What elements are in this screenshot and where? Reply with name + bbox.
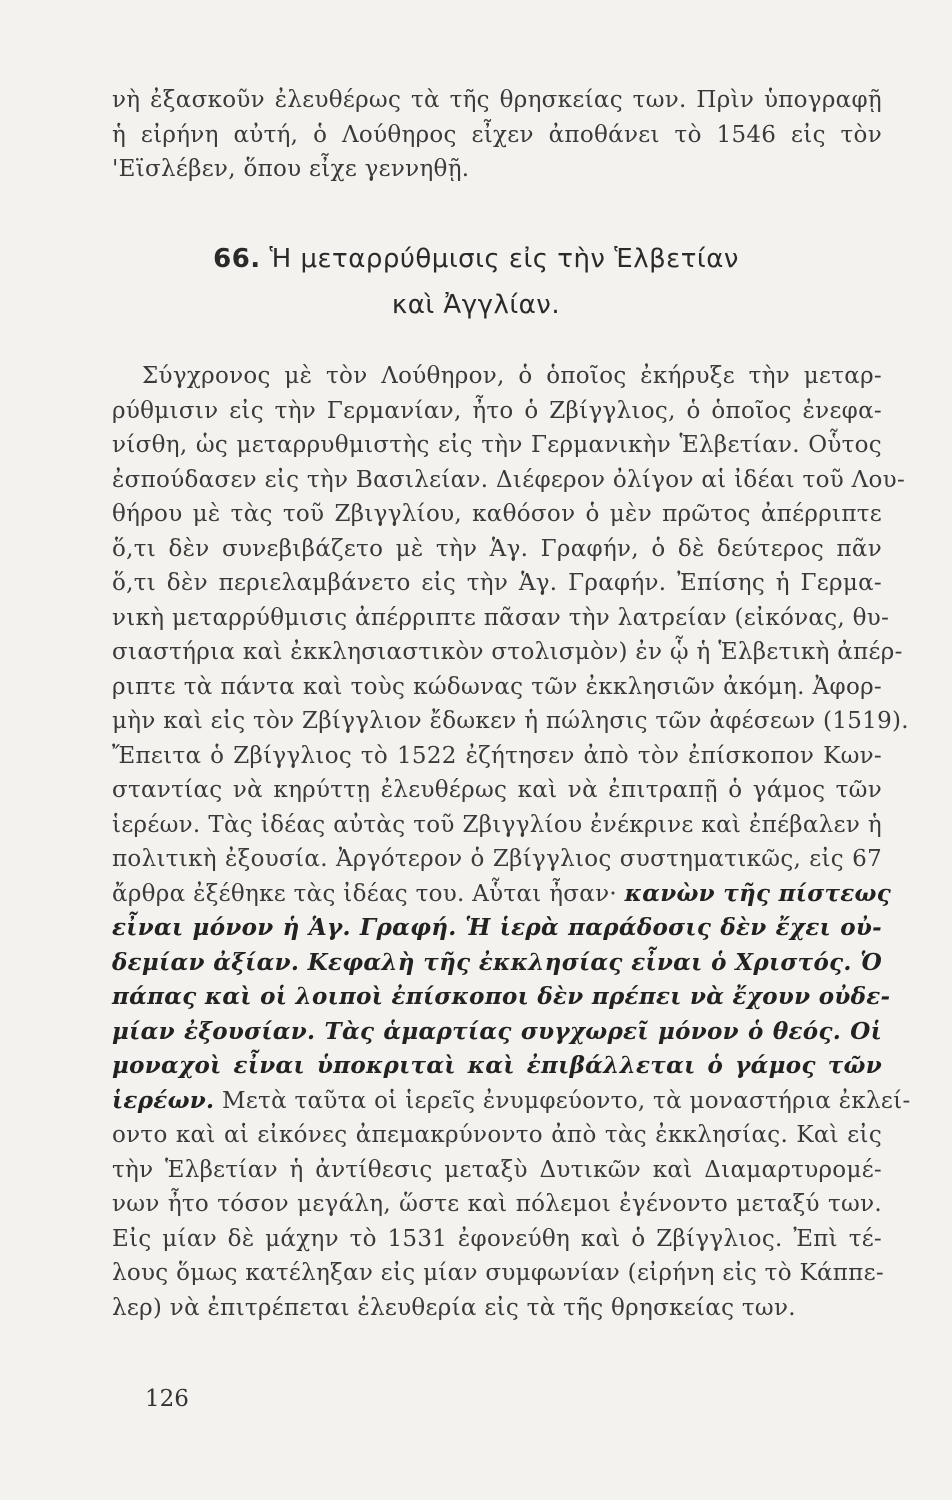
emphasis-line: δεμίαν ἀξίαν. Κεφαλὴ τῆς ἐκκλησίας εἶναι ὁ Χριστός. Ὁ (112, 949, 882, 976)
text-line: ρύθμισιν εἰς τὴν Γερμανίαν, ἦτο ὁ Ζβίγγλιος, ὁ ὁποῖος ἐνεφα- (112, 398, 882, 424)
text-line-mixed (112, 1087, 911, 1115)
text-line: μὴν καὶ εἰς τὸν Ζβίγγλιον ἔδωκεν ἡ πώλησις τῶν ἀφέσεων (1519). (112, 708, 909, 734)
text-line: πολιτικὴ ἐξουσία. Ἀργότερον ὁ Ζβίγγλιος συστηματικῶς, εἰς 67 (112, 846, 882, 872)
text-line: ὅ,τι δὲν συνεβιβάζετο μὲ τὴν Ἁγ. Γραφήν, ὁ δὲ δεύτερος πᾶν (112, 536, 882, 562)
text-line-mixed (112, 914, 882, 942)
text-span: ἄρθρα ἐξέθηκε τὰς ἰδέας του. Αὗται ἦσαν· (112, 881, 618, 907)
text-line: θήρου μὲ τὰς τοῦ Ζβιγγλίου, καθόσον ὁ μὲν πρῶτος ἀπέρριπτε (112, 501, 882, 527)
text-line: 'Εϊσλέβεν, ὅπου εἶχε γεννηθῇ. (112, 156, 470, 182)
text-line-mixed (112, 880, 892, 908)
text-line: τὴν Ἑλβετίαν ἡ ἀντίθεσις μεταξὺ Δυτικῶν καὶ Διαμαρτυρομέ- (112, 1157, 882, 1183)
text-line: οντο καὶ αἱ εἰκόνες ἀπεμακρύνοντο ἀπὸ τὰς ἐκκλησίας. Καὶ εἰς (112, 1122, 882, 1148)
text-span: Μετὰ ταῦτα οἱ ἱερεῖς ἐνυμφεύοντο, τὰ μοναστήρια ἐκλεί- (221, 1088, 911, 1114)
text-line: Ἔπειτα ὁ Ζβίγγλιος τὸ 1522 ἐζήτησεν ἀπὸ τὸν ἐπίσκοπον Κων- (112, 743, 882, 769)
page-number: 126 (145, 1386, 189, 1412)
section-heading (0, 244, 952, 274)
text-line: Εἰς μίαν δὲ μάχην τὸ 1531 ἐφονεύθη καὶ ὁ Ζβίγγλιος. Ἐπὶ τέ- (112, 1226, 882, 1252)
text-line: σταντίας νὰ κηρύττῃ ἐλευθέρως καὶ νὰ ἐπιτραπῇ ὁ γάμος τῶν (112, 777, 882, 803)
text-line: ριπτε τὰ πάντα καὶ τοὺς κώδωνας τῶν ἐκκλησιῶν ἀκόμη. Ἀφορ- (112, 674, 882, 700)
text-line: ἐσπούδασεν εἰς τὴν Βασιλείαν. Διέφερον ὀλίγον αἱ ἰδέαι τοῦ Λου- (112, 467, 906, 493)
text-line: νὴ ἐξασκοῦν ἐλευθέρως τὰ τῆς θρησκείας των. Πρὶν ὑπογραφῇ (112, 87, 882, 113)
text-line: ὅ,τι δὲν περιελαμβάνετο εἰς τὴν Ἁγ. Γραφήν. Ἐπίσης ἡ Γερμα- (112, 570, 882, 596)
section-title-line1: Ἡ μεταρρύθμισις εἰς τὴν Ἑλβετίαν (269, 244, 739, 274)
text-line: λους ὅμως κατέληξαν εἰς μίαν συμφωνίαν (εἰρήνη εἰς τὸ Κάππε- (112, 1260, 884, 1286)
emphasis-span: ἱερέων. (112, 1087, 215, 1114)
emphasis-span: Ἡ ἱερὰ παράδοσις δὲν ἔχει οὐ- (465, 914, 882, 941)
text-line: ἡ εἰρήνη αὐτή, ὁ Λούθηρος εἶχεν ἀποθάνει τὸ 1546 εἰς τὸν (112, 122, 882, 148)
emphasis-line: μίαν ἐξουσίαν. Τὰς ἁμαρτίας συγχωρεῖ μόνον ὁ θεός. Οἱ (112, 1018, 882, 1045)
text-line: Σύγχρονος μὲ τὸν Λούθηρον, ὁ ὁποῖος ἐκήρυξε τὴν μεταρ- (142, 363, 882, 389)
emphasis-line: πάπας καὶ οἱ λοιποὶ ἐπίσκοποι δὲν πρέπει νὰ ἔχουν οὐδε- (112, 983, 891, 1010)
text-line: λερ) νὰ ἐπιτρέπεται ἐλευθερία εἰς τὰ τῆς θρησκείας των. (112, 1295, 796, 1321)
section-title-line2: καὶ Ἀγγλίαν. (391, 290, 561, 320)
text-line: ἱερέων. Τὰς ἰδέας αὐτὰς τοῦ Ζβιγγλίου ἐνέκρινε καὶ ἐπέβαλεν ἡ (112, 812, 882, 838)
section-number: 66. (213, 244, 261, 274)
text-line: νικὴ μεταρρύθμισις ἀπέρριπτε πᾶσαν τὴν λατρείαν (εἰκόνας, θυ- (112, 605, 890, 631)
emphasis-line: μοναχοὶ εἶναι ὑποκριταὶ καὶ ἐπιβάλλεται ὁ γάμος τῶν (112, 1052, 882, 1079)
text-line: σιαστήρια καὶ ἐκκλησιαστικὸν στολισμὸν) ἐν ᾧ ἡ Ἑλβετικὴ ἀπέρ- (112, 639, 903, 665)
text-line: νων ἦτο τόσον μεγάλη, ὥστε καὶ πόλεμοι ἐγένοντο μεταξύ των. (112, 1191, 882, 1217)
text-line: νίσθη, ὡς μεταρρυθμιστὴς εἰς τὴν Γερμανικὴν Ἑλβετίαν. Οὗτος (112, 432, 882, 458)
emphasis-span: εἶναι μόνον ἡ Ἁγ. Γραφή. (112, 914, 457, 941)
emphasis-span: κανὼν τῆς πίστεως (624, 880, 892, 907)
